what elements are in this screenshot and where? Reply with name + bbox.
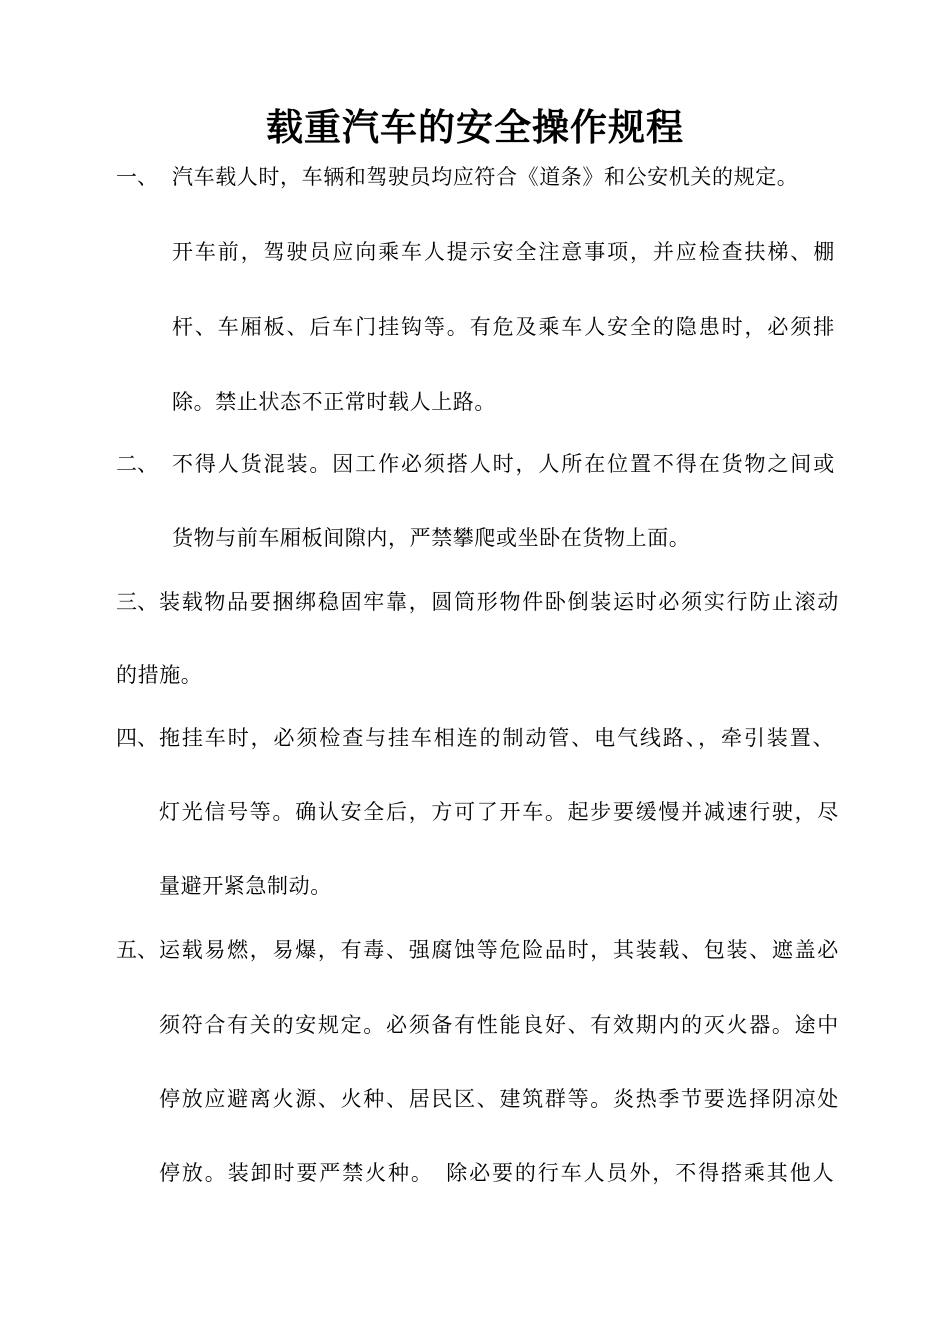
section-line: 货物与前车厢板间隙内，严禁攀爬或坐卧在货物上面。 xyxy=(172,526,691,550)
section-line: 灯光信号等。确认安全后，方可了开车。起步要缓慢并减速行驶，尽 xyxy=(159,800,840,824)
section-line: 汽车载人时，车辆和驾驶员均应符合《道条》和公安机关的规定。 xyxy=(172,165,799,189)
section-line: 停放应避离火源、火种、居民区、建筑群等。炎热季节要选择阴凉处 xyxy=(159,1087,840,1111)
section-line: 除。禁止状态不正常时载人上路。 xyxy=(172,390,496,414)
section-number: 四、 xyxy=(116,726,158,750)
section-line: 不得人货混装。因工作必须搭人时，人所在位置不得在货物之间或 xyxy=(172,452,837,476)
section-line: 拖挂车时，必须检查与挂车相连的制动管、电气线路、，牵引装置、 xyxy=(159,726,836,750)
section-line: 开车前，驾驶员应向乘车人提示安全注意事项，并应检查扶梯、棚 xyxy=(172,240,837,264)
section-line: 杆、车厢板、后车门挂钩等。有危及乘车人安全的隐患时，必须排 xyxy=(172,315,837,339)
section-line: 量避开紧急制动。 xyxy=(159,874,332,898)
section-line: 的措施。 xyxy=(116,663,203,687)
section-number: 三、 xyxy=(116,590,158,614)
section-line: 停放。装卸时要严禁火种。 除必要的行车人员外，不得搭乘其他人 xyxy=(159,1161,836,1185)
document-title: 载重汽车的安全操作规程 xyxy=(266,105,684,149)
section-number: 二、 xyxy=(116,452,158,476)
section-number: 五、 xyxy=(116,938,158,962)
section-line: 须符合有关的安规定。必须备有性能良好、有效期内的灭火器。途中 xyxy=(159,1013,840,1037)
section-line: 装载物品要捆绑稳固牢靠，圆筒形物件卧倒装运时必须实行防止滚动 xyxy=(159,590,840,614)
section-line: 运载易燃，易爆，有毒、强腐蚀等危险品时，其装载、包装、遮盖必 xyxy=(159,938,840,962)
section-number: 一、 xyxy=(116,165,158,189)
